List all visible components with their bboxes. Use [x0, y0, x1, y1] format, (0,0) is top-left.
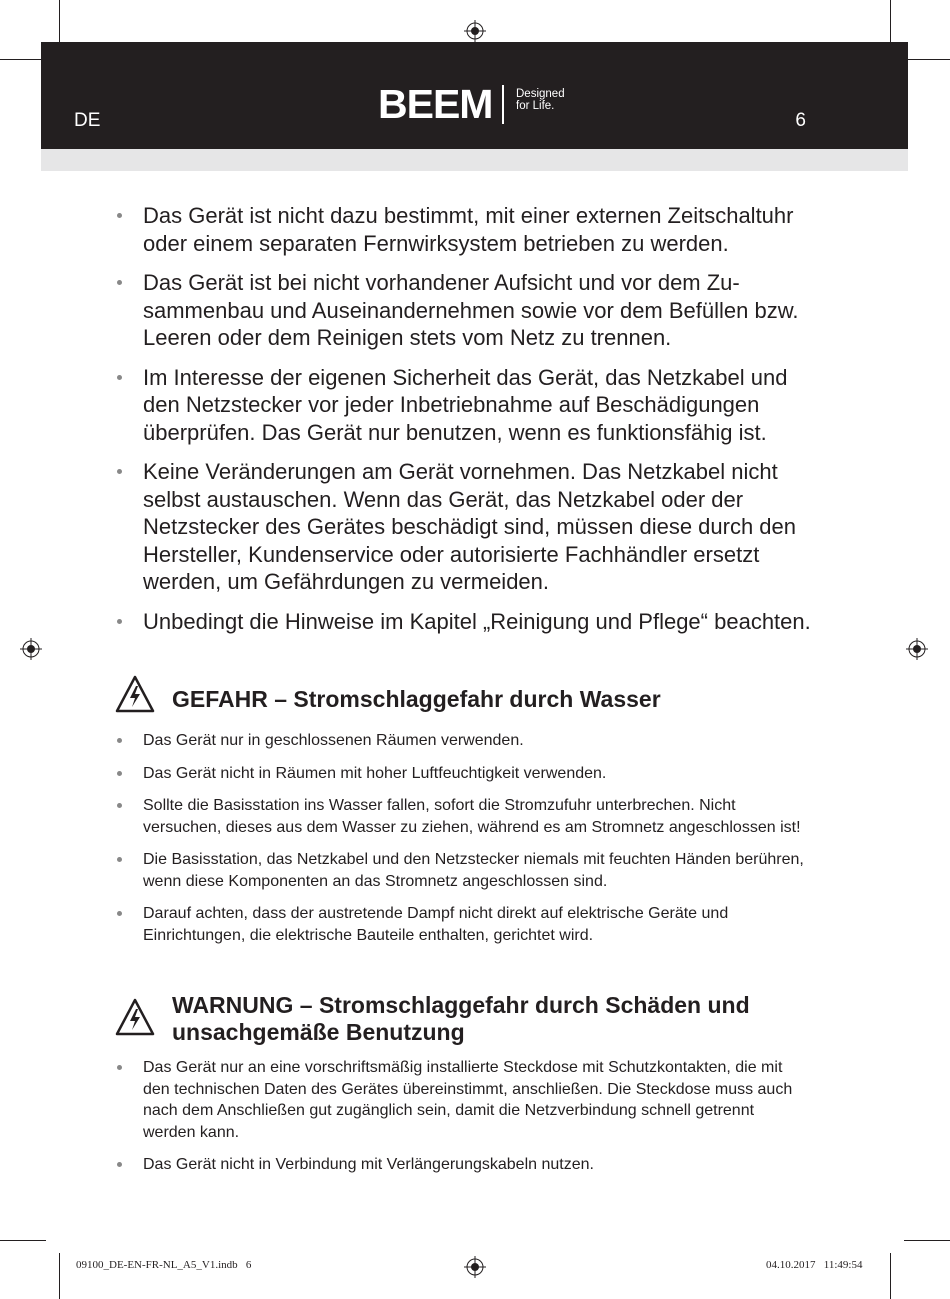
list-item: Keine Veränderungen am Gerät vornehmen. Das Netzkabel nicht selbst austauschen. Wenn das Gerät, das Netzkabel oder der Netzstecker des Gerätes beschädigt sind, müssen diese durch den Hersteller, Kundenservice oder autorisierte Fachhändler ersetzt werden, um Gefährdungen zu vermeiden.	[115, 458, 815, 596]
crop-mark	[0, 1240, 46, 1241]
crop-mark	[904, 1240, 950, 1241]
footer-filename: 09100_DE-EN-FR-NL_A5_V1.indb 6	[76, 1259, 252, 1271]
warning-heading: WARNUNG – Stromschlaggefahr durch Schäden und unsachgemäße Benutzung	[172, 992, 750, 1045]
list-item: Das Gerät nicht in Verbindung mit Verlängerungskabeln nutzen.	[115, 1154, 805, 1176]
crop-mark	[59, 0, 60, 46]
crop-mark	[904, 59, 950, 60]
list-item: Im Interesse der eigenen Sicherheit das Gerät, das Netzkabel und den Netzstecker vor jeder Inbetriebnahme auf Beschädigungen überprüfen. Das Gerät nur benutzen, wenn es funktionsfähig ist.	[115, 364, 815, 447]
danger-heading: GEFAHR – Stromschlaggefahr durch Wasser	[172, 686, 661, 712]
list-item: Das Gerät nur in geschlossenen Räumen verwenden.	[115, 730, 805, 752]
crop-mark	[0, 59, 46, 60]
list-item: Das Gerät nicht in Räumen mit hoher Luftfeuchtigkeit verwenden.	[115, 763, 805, 785]
registration-mark-icon	[906, 638, 928, 660]
header-strip	[41, 149, 908, 171]
warning-list	[115, 1057, 805, 1187]
crop-mark	[890, 1253, 891, 1299]
registration-mark-icon	[464, 1256, 486, 1278]
list-item: Das Gerät ist nicht dazu bestimmt, mit einer externen Zeitschaltuhr oder einem separaten Fernwirksystem betrieben zu werden.	[115, 202, 815, 257]
list-item: Die Basisstation, das Netzkabel und den Netzstecker niemals mit feuchten Händen berühren, wenn diese Komponenten an das Stromnetz angeschlossen sind.	[115, 849, 805, 892]
list-item: Sollte die Basisstation ins Wasser fallen, sofort die Stromzufuhr unterbrechen. Nicht versuchen, dieses aus dem Wasser zu ziehen, während es am Stromnetz angeschlossen ist!	[115, 795, 805, 838]
page-number: 6	[795, 110, 806, 131]
footer-timestamp: 04.10.2017 11:49:54	[766, 1259, 863, 1271]
logo-divider	[502, 85, 504, 124]
brand-logo: BEEM	[378, 81, 493, 127]
list-item: Darauf achten, dass der austretende Dampf nicht direkt auf elektrische Geräte und Einrichtungen, die elektrische Bauteile enthalten, gerichtet wird.	[115, 903, 805, 946]
registration-mark-icon	[20, 638, 42, 660]
list-item: Unbedingt die Hinweise im Kapitel „Reinigung und Pflege“ beachten.	[115, 608, 815, 636]
crop-mark	[59, 1253, 60, 1299]
list-item: Das Gerät ist bei nicht vorhandener Aufsicht und vor dem Zusammenbau und Auseinandernehmen sowie vor dem Befüllen bzw. Leeren oder dem Reinigen stets vom Netz zu trennen.	[115, 269, 815, 352]
high-voltage-warning-icon	[115, 998, 155, 1036]
brand-tagline: Designed for Life.	[516, 88, 565, 112]
registration-mark-icon	[464, 20, 486, 42]
danger-list	[115, 730, 805, 957]
language-label: DE	[74, 110, 101, 131]
safety-list	[115, 202, 815, 647]
crop-mark	[890, 0, 891, 46]
list-item: Das Gerät nur an eine vorschriftsmäßig installierte Steckdose mit Schutzkontakten, die mit den technischen Daten des Gerätes übereinstimmt, anschließen. Die Steckdose muss auch nach dem Anschließen gut zugänglich sein, damit die Netzverbindung schnell getrennt werden kann.	[115, 1057, 805, 1143]
high-voltage-warning-icon	[115, 675, 155, 713]
